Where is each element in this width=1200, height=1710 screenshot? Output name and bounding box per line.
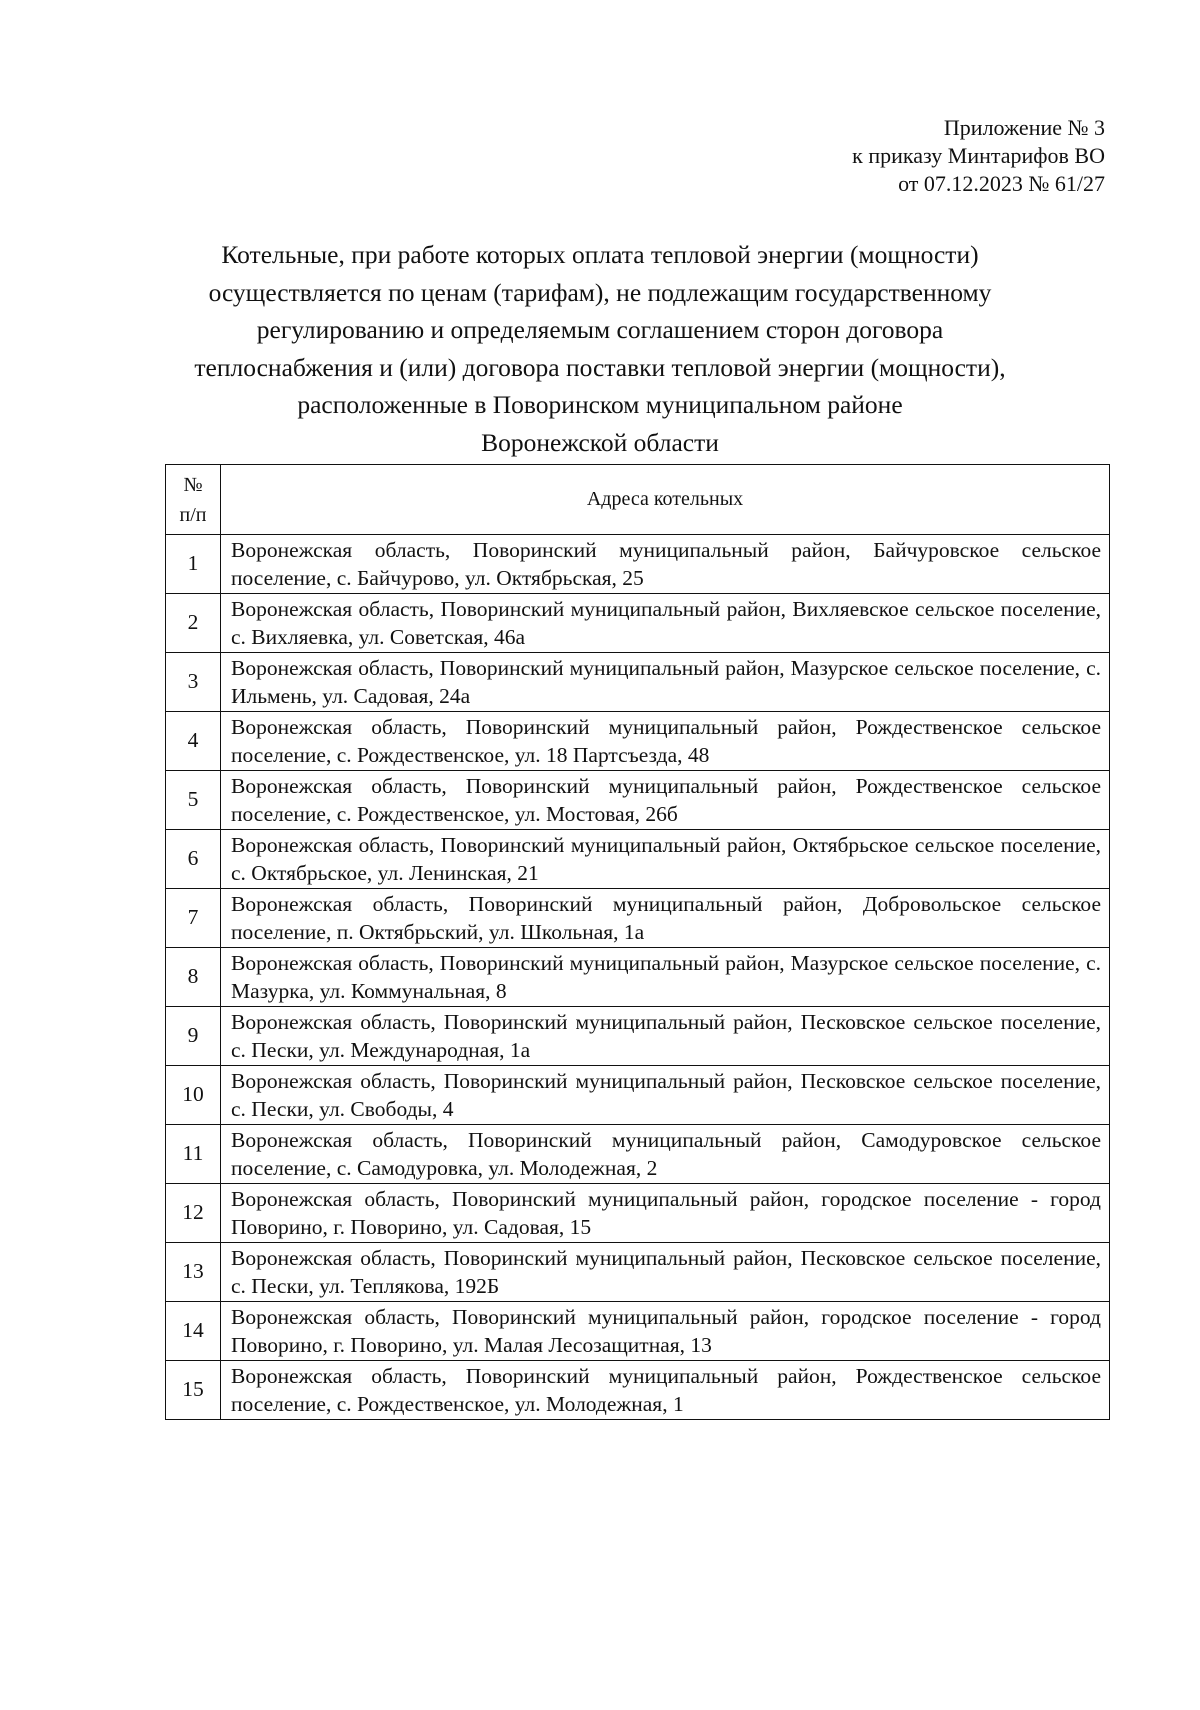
boiler-address-table [165,464,1110,1420]
row-number: 14 [166,1302,221,1361]
title-line: Котельные, при работе которых оплата тепловой энергии (мощности) [221,240,979,269]
row-address: Воронежская область, Поворинский муниципальный район, Вихляевское сельское поселение, с. Вихляевка, ул. Советская, 46а [221,594,1110,653]
row-number: 7 [166,889,221,948]
column-header-number-sign: № [183,473,203,496]
row-number: 2 [166,594,221,653]
row-number: 15 [166,1361,221,1420]
table-header-row [166,465,1110,535]
row-address: Воронежская область, Поворинский муниципальный район, Песковское сельское поселение, с. Пески, ул. Международная, 1а [221,1007,1110,1066]
row-number: 5 [166,771,221,830]
row-number: 4 [166,712,221,771]
table-row [166,712,1110,771]
row-number: 10 [166,1066,221,1125]
table-row [166,1125,1110,1184]
document-title [110,236,1090,461]
title-line: осуществляется по ценам (тарифам), не подлежащим государственному [208,277,992,307]
table-row [166,1007,1110,1066]
row-number: 12 [166,1184,221,1243]
row-address: Воронежская область, Поворинский муниципальный район, городское поселение - город Поворино, г. Поворино, ул. Садовая, 15 [221,1184,1110,1243]
appendix-number: Приложение № 3 [943,115,1105,140]
row-address: Воронежская область, Поворинский муниципальный район, Мазурское сельское поселение, с. Мазурка, ул. Коммунальная, 8 [221,948,1110,1007]
table-row [166,653,1110,712]
row-address: Воронежская область, Поворинский муниципальный район, Рождественское сельское поселение, с. Рождественское, ул. Мостовая, 26б [221,771,1110,830]
column-header-number-abbr: п/п [179,503,207,526]
column-header-address: Адреса котельных [221,465,1110,535]
table-row [166,948,1110,1007]
row-number: 11 [166,1125,221,1184]
table-row [166,1184,1110,1243]
row-number: 6 [166,830,221,889]
row-number: 8 [166,948,221,1007]
table-row [166,1302,1110,1361]
row-address: Воронежская область, Поворинский муниципальный район, Добровольское сельское поселение, п. Октябрьский, ул. Школьная, 1а [221,889,1110,948]
row-address: Воронежская область, Поворинский муниципальный район, Самодуровское сельское поселение, с. Самодуровка, ул. Молодежная, 2 [221,1125,1110,1184]
row-address: Воронежская область, Поворинский муниципальный район, Рождественское сельское поселение, с. Рождественское, ул. 18 Партсъезда, 48 [221,712,1110,771]
title-line: Воронежской области [481,427,719,457]
table-row [166,771,1110,830]
table-row [166,830,1110,889]
table-row [166,1066,1110,1125]
appendix-order-ref: к приказу Минтарифов ВО [852,143,1105,168]
column-header-number [166,465,221,535]
appendix-order-date: от 07.12.2023 № 61/27 [898,171,1105,196]
row-address: Воронежская область, Поворинский муниципальный район, Мазурское сельское поселение, с. Ильмень, ул. Садовая, 24а [221,653,1110,712]
row-address: Воронежская область, Поворинский муниципальный район, Рождественское сельское поселение, с. Рождественское, ул. Молодежная, 1 [221,1361,1110,1420]
table-row [166,594,1110,653]
title-line: расположенные в Поворинском муниципальном районе [297,390,903,419]
appendix-reference [852,114,1105,198]
row-number: 1 [166,535,221,594]
row-address: Воронежская область, Поворинский муниципальный район, Октябрьское сельское поселение, с. Октябрьское, ул. Ленинская, 21 [221,830,1110,889]
row-number: 13 [166,1243,221,1302]
row-address: Воронежская область, Поворинский муниципальный район, Байчуровское сельское поселение, с. Байчурово, ул. Октябрьская, 25 [221,535,1110,594]
table-body [166,535,1110,1420]
table-row [166,535,1110,594]
row-number: 9 [166,1007,221,1066]
table-row [166,889,1110,948]
row-number: 3 [166,653,221,712]
title-line: регулированию и определяемым соглашением сторон договора [256,315,944,344]
title-line: теплоснабжения и (или) договора поставки тепловой энергии (мощности), [194,352,1006,382]
table-row [166,1243,1110,1302]
table-row [166,1361,1110,1420]
row-address: Воронежская область, Поворинский муниципальный район, городское поселение - город Поворино, г. Поворино, ул. Малая Лесозащитная, 13 [221,1302,1110,1361]
row-address: Воронежская область, Поворинский муниципальный район, Песковское сельское поселение, с. Пески, ул. Свободы, 4 [221,1066,1110,1125]
row-address: Воронежская область, Поворинский муниципальный район, Песковское сельское поселение, с. Пески, ул. Теплякова, 192Б [221,1243,1110,1302]
